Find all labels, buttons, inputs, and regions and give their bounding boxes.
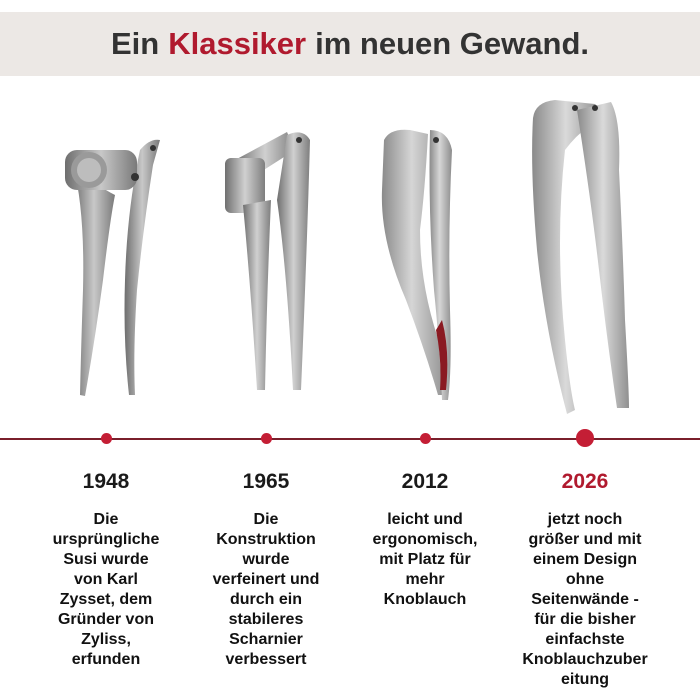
timeline-dot-2012 [420,433,431,444]
description-line: von Karl [73,571,138,588]
timeline-dot-2026 [576,429,594,447]
description-line: Die [253,511,279,528]
description-line: Konstruktion [216,531,316,548]
title-banner [0,12,700,76]
description-line: jetzt noch [547,511,623,528]
description-line: Seitenwände - [531,591,639,608]
description-line: ergonomisch, [372,531,478,548]
timeline-dot-1965 [261,433,272,444]
description [191,510,341,670]
description-line: mit Platz für [379,551,471,568]
year-label: 1948 [82,470,130,493]
description-line: einem Design [532,551,638,568]
timeline-entry-1965 [191,470,341,670]
description [31,510,181,670]
description-line: ohne [565,571,605,588]
timeline-entry-1948 [31,470,181,670]
description-line: einfachste [545,631,625,648]
timeline-entry-2012 [350,470,500,610]
garlic-press-2012-image [370,90,480,425]
product-evolution-images [0,90,700,425]
timeline [0,432,700,446]
title-part-2: im neuen Gewand. [315,26,589,61]
garlic-press-1965-image [215,90,335,425]
garlic-press-1948-image [55,90,175,425]
garlic-press-2026-image [525,90,645,425]
description [350,510,500,610]
description-line: wurde [242,551,290,568]
description-line: mehr [405,571,445,588]
description-line: durch ein [229,591,302,608]
description-line: ursprüngliche [52,531,160,548]
year-label: 2026 [561,470,609,493]
description-line: Zysset, dem [59,591,153,608]
description-line: Die [93,511,119,528]
description-line: stabileres [228,611,304,628]
description-line: Susi wurde [63,551,149,568]
description-line: erfunden [71,651,141,668]
timeline-entry-2026 [510,470,660,690]
description-line: eitung [561,671,609,688]
description-line: größer und mit [528,531,642,548]
description-line: Zyliss, [81,631,131,648]
description-line: Gründer von [57,611,154,628]
description-line: verbessert [225,651,307,668]
year-label: 2012 [401,470,449,493]
year-label: 1965 [242,470,290,493]
description-line: Knoblauch [383,591,467,608]
title-part-1: Ein [110,26,160,61]
description-line: verfeinert und [212,571,320,588]
description [510,510,660,690]
description-line: für die bisher [534,611,636,628]
title-accent-word: Klassiker [168,26,307,61]
description-line: leicht und [387,511,463,528]
description-line: Knoblauchzuber [522,651,648,668]
timeline-dot-1948 [101,433,112,444]
description-line: Scharnier [229,631,303,648]
